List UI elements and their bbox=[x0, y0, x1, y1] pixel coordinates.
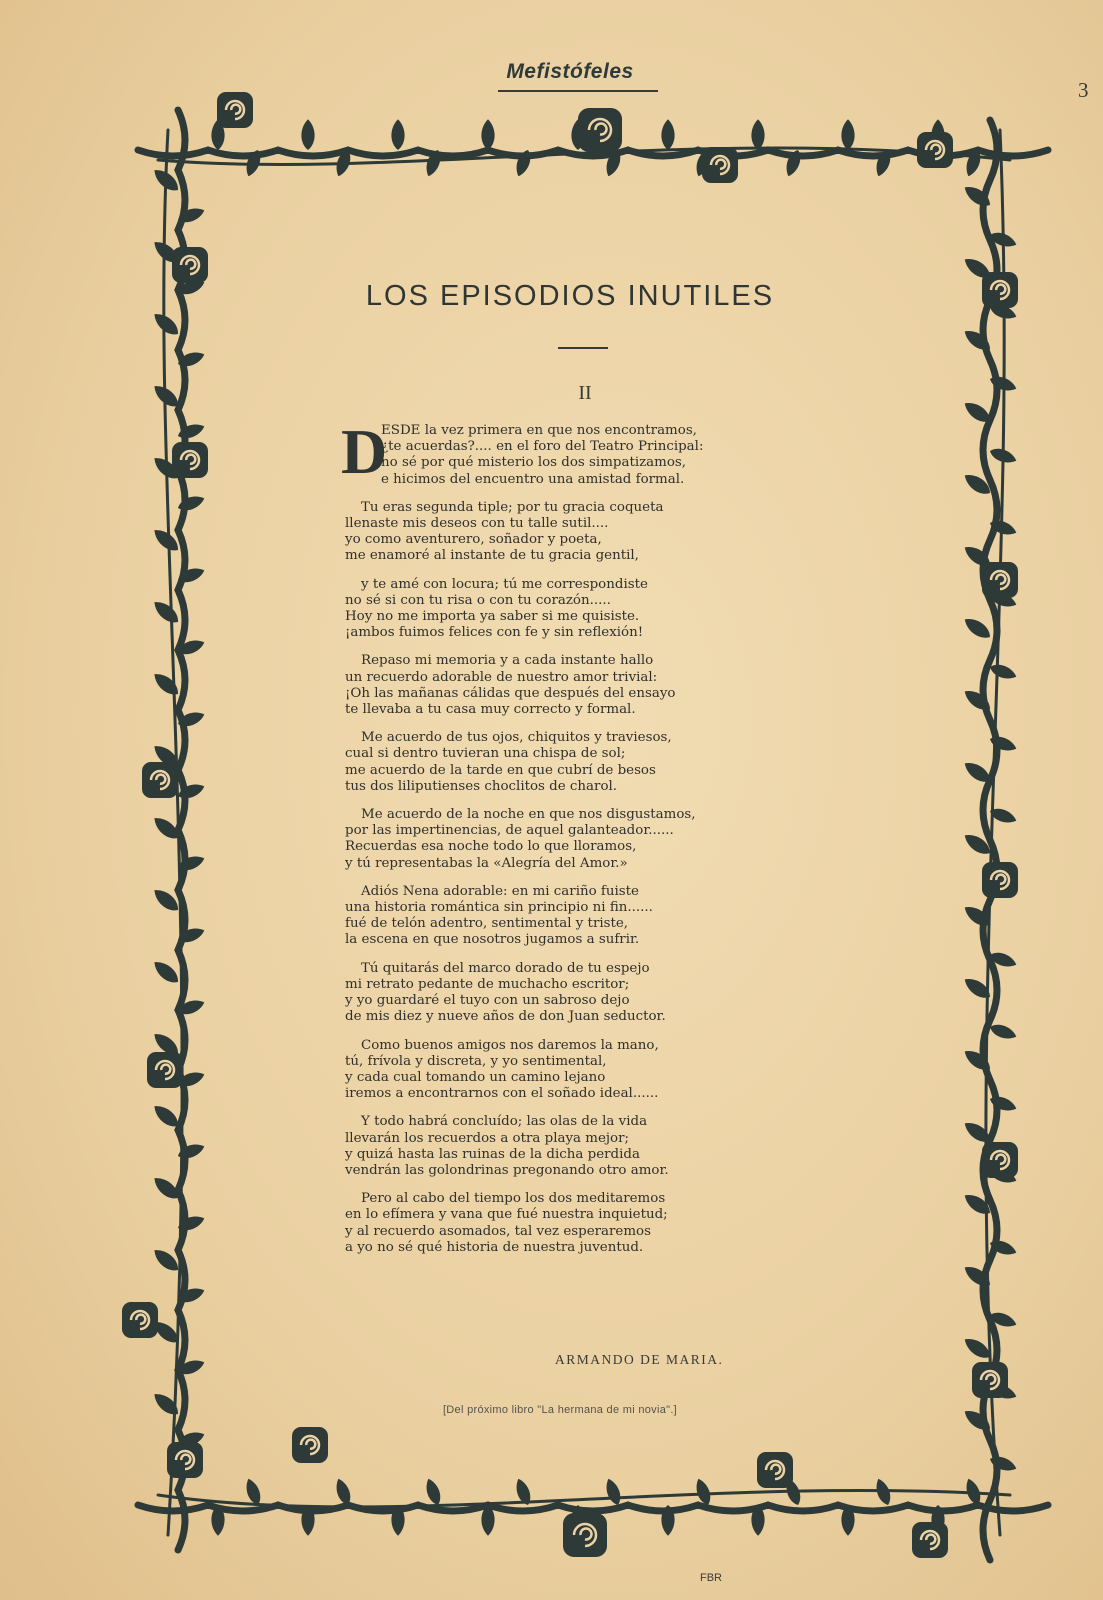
leaf-ornament bbox=[391, 119, 404, 150]
stanza bbox=[345, 500, 845, 565]
poem-line: me enamoré al instante de tu gracia gentil, bbox=[345, 548, 639, 564]
poem-line: por las impertinencias, de aquel galanteador...... bbox=[345, 823, 674, 839]
border-artist-signature: FBR bbox=[700, 1572, 722, 1584]
leaf-ornament bbox=[988, 661, 1018, 682]
poem-line: tus dos liliputienses choclitos de charol. bbox=[345, 778, 618, 794]
leaf-ornament bbox=[751, 119, 764, 150]
rose-ornament bbox=[982, 562, 1018, 598]
poem-line: ESDE la vez primera en que nos encontramos, bbox=[381, 423, 697, 438]
stanza bbox=[345, 807, 845, 872]
rose-ornament bbox=[757, 1452, 793, 1488]
poem-line: a yo no sé qué historia de nuestra juventud. bbox=[345, 1239, 644, 1255]
rose-ornament bbox=[917, 132, 953, 168]
poem-line: e hicimos del encuentro una amistad formal. bbox=[381, 471, 685, 487]
poem-line: vendrán las golondrinas pregonando otro amor. bbox=[345, 1162, 669, 1178]
rose-ornament bbox=[122, 1302, 158, 1338]
poem-line: no sé por qué misterio los dos simpatizamos, bbox=[381, 455, 687, 471]
poem-line: Tu eras segunda tiple; por tu gracia coqueta bbox=[361, 499, 664, 515]
rose-ornament bbox=[217, 92, 253, 128]
poem-line: ¡ambos fuimos felices con fe y sin reflexión! bbox=[345, 625, 644, 641]
poem-line: cual si dentro tuvieran una chispa de sol; bbox=[345, 746, 626, 762]
section-number: II bbox=[578, 382, 592, 404]
stanza bbox=[345, 423, 845, 488]
poem-line: Me acuerdo de tus ojos, chiquitos y traviesos, bbox=[361, 730, 672, 746]
stanza bbox=[345, 884, 845, 949]
poem-line: y yo guardaré el tuyo con un sabroso dejo bbox=[345, 993, 630, 1009]
rose-ornament bbox=[172, 247, 208, 283]
poem-line: fué de telón adentro, sentimental y triste, bbox=[345, 916, 629, 932]
poem-line: Recuerdas esa noche todo lo que lloramos, bbox=[345, 839, 637, 855]
stanza bbox=[345, 1114, 845, 1179]
poem-title: LOS EPISODIOS INUTILES bbox=[365, 280, 775, 312]
poem-line: no sé si con tu risa o con tu corazón..... bbox=[345, 592, 611, 608]
poem-line: me acuerdo de la tarde en que cubrí de besos bbox=[345, 762, 656, 778]
rose-ornament bbox=[147, 1052, 183, 1088]
poem-line: yo como aventurero, soñador y poeta, bbox=[345, 532, 602, 548]
stanza bbox=[345, 961, 845, 1026]
rose-ornament bbox=[142, 762, 178, 798]
poem-line: iremos a encontrarnos con el soñado ideal...... bbox=[345, 1086, 659, 1102]
rose-ornament bbox=[982, 272, 1018, 308]
leaf-ornament bbox=[150, 1389, 182, 1419]
poem-line: tú, frívola y discreta, y yo sentimental, bbox=[345, 1053, 607, 1069]
poem-line: de mis diez y nueve años de don Juan seductor. bbox=[345, 1009, 666, 1025]
poem-line: llenaste mis deseos con tu talle sutil.... bbox=[345, 516, 609, 532]
leaf-ornament bbox=[841, 119, 854, 150]
poem-line: Repaso mi memoria y a cada instante hallo bbox=[361, 653, 654, 669]
drop-cap: D bbox=[341, 416, 388, 487]
rose-ornament bbox=[172, 442, 208, 478]
rose-ornament bbox=[702, 147, 738, 183]
rose-ornament bbox=[982, 862, 1018, 898]
poem-body bbox=[341, 416, 845, 1268]
poem-line: Hoy no me importa ya saber si me quisiste. bbox=[345, 609, 640, 625]
poem-line: ¿te acuerdas?.... en el foro del Teatro Principal: bbox=[381, 439, 704, 455]
source-note: [Del próximo libro "La hermana de mi novia".] bbox=[442, 1404, 678, 1416]
leaf-ornament bbox=[481, 119, 494, 150]
poem-line: Pero al cabo del tiempo los dos meditaremos bbox=[361, 1191, 666, 1207]
masthead: Mefistófeles bbox=[506, 60, 634, 83]
rose-ornament bbox=[167, 1442, 203, 1478]
leaf-ornament bbox=[423, 1477, 444, 1507]
stanzas bbox=[345, 423, 845, 1256]
author-signature: ARMANDO DE MARIA. bbox=[555, 1352, 724, 1367]
leaf-ornament bbox=[661, 119, 674, 150]
poem-line: la escena en que nosotros jugamos a sufrir. bbox=[345, 932, 640, 948]
poem-line: Y todo habrá concluído; las olas de la vida bbox=[361, 1114, 648, 1130]
leaf-ornament bbox=[301, 119, 314, 150]
stanza bbox=[345, 1191, 845, 1256]
leaf-ornament bbox=[150, 597, 182, 627]
poem-line: y quizá hasta las ruinas de la dicha perdida bbox=[345, 1146, 640, 1162]
rose-ornament bbox=[982, 1142, 1018, 1178]
poem-line: te llevaba a tu casa muy correcto y formal. bbox=[345, 702, 636, 718]
rose-ornament bbox=[972, 1362, 1008, 1398]
stanza bbox=[345, 1038, 845, 1103]
poem-line: y te amé con locura; tú me correspondiste bbox=[361, 576, 648, 592]
title-rule bbox=[558, 347, 608, 349]
poem-line: Adiós Nena adorable: en mi cariño fuiste bbox=[361, 883, 639, 899]
leaf-ornament bbox=[603, 1477, 624, 1507]
leaf-ornament bbox=[961, 614, 994, 642]
poem-line: Tú quitarás del marco dorado de tu espejo bbox=[361, 960, 650, 976]
poem-line: y tú representabas la «Alegría del Amor.» bbox=[345, 855, 628, 871]
stanza bbox=[345, 653, 845, 718]
poem-line: y al recuerdo asomados, tal vez esperaremos bbox=[345, 1223, 651, 1239]
rose-ornament bbox=[292, 1427, 328, 1463]
poem-line: un recuerdo adorable de nuestro amor trivial: bbox=[345, 669, 658, 685]
stanza bbox=[345, 577, 845, 642]
rose-ornament bbox=[912, 1522, 948, 1558]
poem-line: Me acuerdo de la noche en que nos disgustamos, bbox=[361, 807, 696, 823]
poem-line: Como buenos amigos nos daremos la mano, bbox=[361, 1037, 659, 1053]
poem-line: mi retrato pedante de muchacho escritor; bbox=[345, 976, 630, 992]
poem-line: una historia romántica sin principio ni fin...... bbox=[345, 900, 653, 916]
poem-line: y cada cual tomando un camino lejano bbox=[345, 1069, 606, 1085]
rose-ornament bbox=[563, 1513, 607, 1557]
leaf-ornament bbox=[176, 493, 206, 514]
poem-line: llevarán los recuerdos a otra playa mejor; bbox=[345, 1130, 630, 1146]
leaf-ornament bbox=[988, 1021, 1018, 1042]
poem-line: ¡Oh las mañanas cálidas que después del ensayo bbox=[345, 685, 676, 701]
page-number: 3 bbox=[1078, 78, 1089, 102]
leaf-ornament bbox=[150, 309, 182, 339]
rose-ornament bbox=[578, 108, 622, 152]
poem-line: en lo efímera y vana que fué nuestra inquietud; bbox=[345, 1207, 668, 1223]
leaf-ornament bbox=[150, 957, 182, 987]
leaf-ornament bbox=[150, 669, 182, 699]
stanza bbox=[345, 730, 845, 795]
